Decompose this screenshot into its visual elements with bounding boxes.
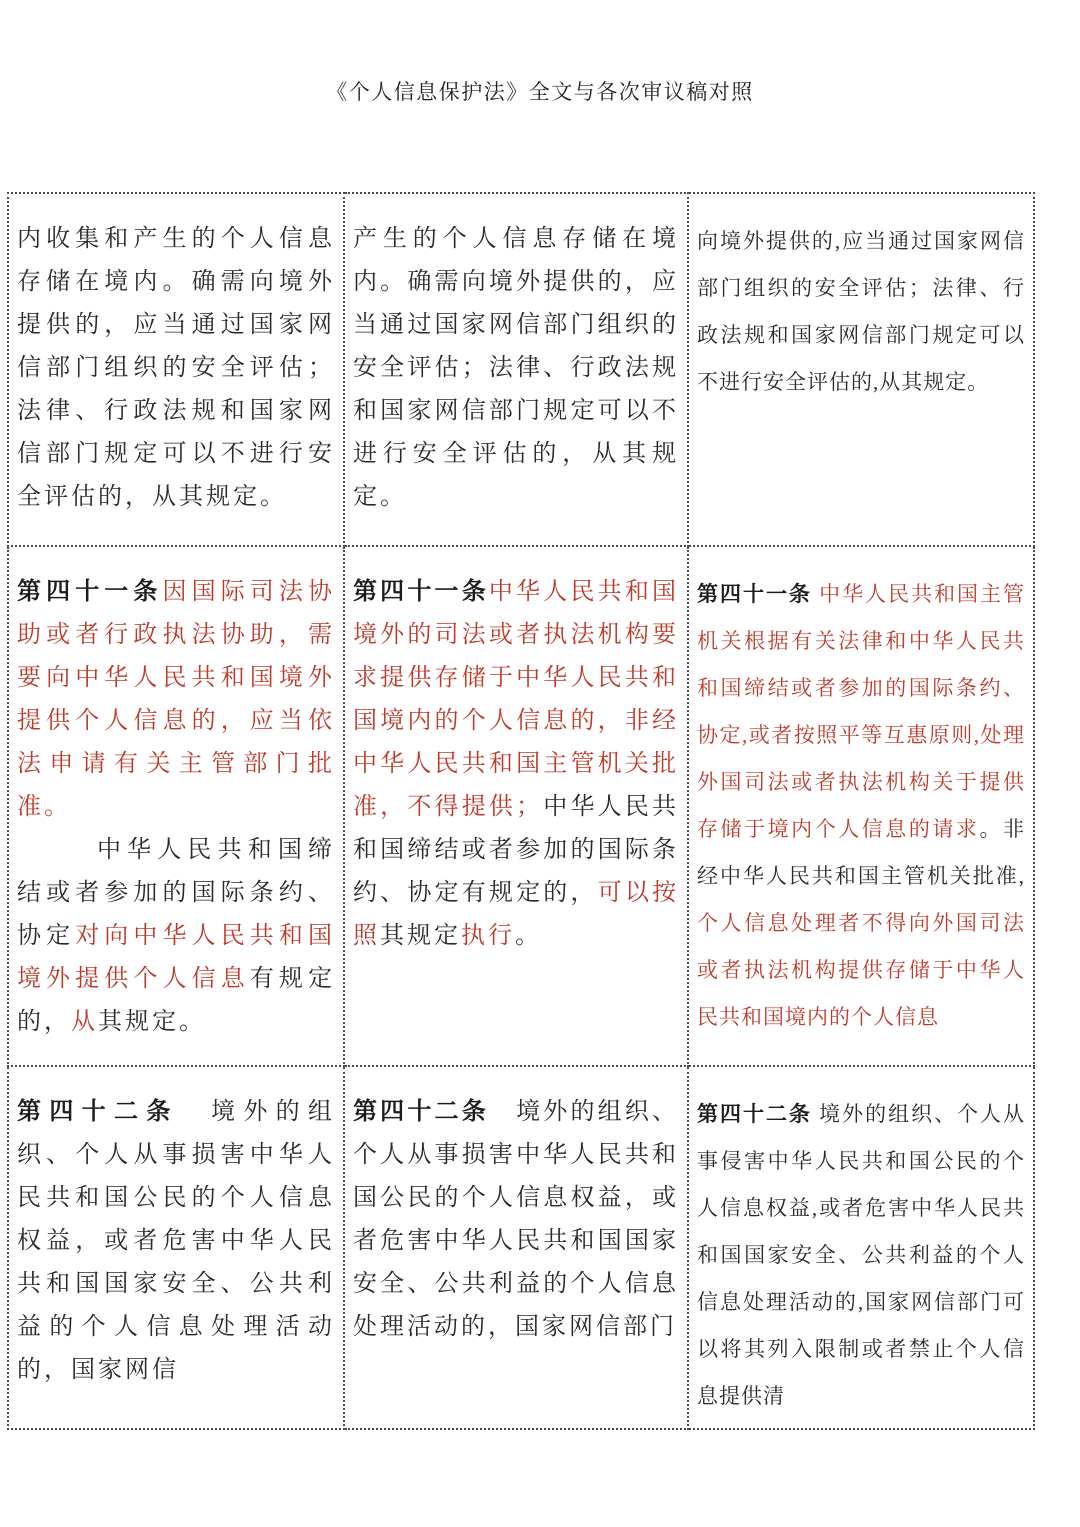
text-segment: 境外的组织、个人从事损害中华人民共和国公民的个人信息权益，或者危害中华人民共和国国家安全、公共利益的个人信息处理活动的，国家网信部门 — [353, 1099, 680, 1340]
table-cell — [8, 193, 344, 546]
paragraph — [353, 571, 679, 958]
paragraph — [17, 571, 335, 829]
text-segment: 向境外提供的,应当通过国家网信部门组织的安全评估；法律、行政法规和国家网信部门规定可以不进行安全评估的,从其规定。 — [697, 229, 1025, 394]
paragraph — [17, 1091, 335, 1392]
text-segment: 产生的个人信息存储在境内。确需向境外提供的，应当通过国家网信部门组织的安全评估；法律、行政法规和国家网信部门规定可以不进行安全评估的，从其规定。 — [353, 226, 679, 510]
text-segment: 其规定 — [380, 923, 461, 949]
text-segment: 中华人民共和国主管机关根据有关法律和中华人民共和国缔结或者参加的国际条约、协定,或者按照平等互惠原则,处理外国司法或者执法机构关于提供存储于境内个人信息的请求 — [697, 582, 1026, 841]
paragraph — [353, 218, 679, 519]
article-number: 第四十一条 — [353, 579, 489, 605]
table-cell — [8, 1066, 344, 1429]
table-cell — [688, 193, 1034, 546]
paragraph — [353, 1091, 679, 1349]
text-segment: 。非经中华人民共和国主管机关批准, — [697, 817, 1026, 888]
comparison-table — [7, 192, 1035, 1430]
text-segment: 其规定。 — [98, 1009, 206, 1035]
table-cell — [688, 1066, 1034, 1429]
text-segment: 中华人民共和国境外的司法或者执法机构要求提供存储于中华人民共和国境内的个人信息的，非经中华人民共和国主管机关批准，不得提供； — [353, 579, 680, 820]
table-cell — [344, 193, 688, 546]
article-number: 第四十二条 — [353, 1099, 489, 1125]
paragraph — [697, 1091, 1025, 1420]
text-segment: 有规定的， — [17, 966, 336, 1035]
paragraph — [17, 218, 335, 519]
text-segment: 境外的组织、个人从事侵害中华人民共和国公民的个人信息权益,或者危害中华人民共和国国家安全、公共利益的个人信息处理活动的,国家网信部门可以将其列入限制或者禁止个人信息提供清 — [697, 1102, 1026, 1408]
text-segment: 中华人民共和国缔结或者参加的国际条约、协定有规定的， — [353, 794, 680, 906]
article-number: 第四十一条 — [697, 582, 820, 606]
table-row — [8, 193, 1034, 546]
text-segment: 个人信息处理者不得向外国司法或者执法机构提供存储于中华人民共和国境内的个人信息 — [697, 911, 1025, 1029]
text-segment: 从 — [71, 1009, 98, 1035]
text-segment: 内收集和产生的个人信息存储在境内。确需向境外提供的，应当通过国家网信部门组织的安全评估；法律、行政法规和国家网信部门规定可以不进行安全评估的，从其规定。 — [17, 226, 335, 510]
text-segment: 。 — [515, 923, 542, 949]
article-number: 第四十二条 — [697, 1102, 812, 1126]
text-segment: 对向中华人民共和国境外提供个人信息 — [17, 923, 336, 992]
text-segment: 可以按照 — [353, 880, 680, 949]
text-segment: 境外的组织、个人从事损害中华人民共和国公民的个人信息权益，或者危害中华人民共和国国家安全、公共利益的个人信息处理活动的，国家网信 — [17, 1099, 336, 1383]
paragraph — [697, 218, 1025, 406]
article-number: 第四十一条 — [17, 579, 163, 605]
table-cell — [688, 546, 1034, 1066]
paragraph — [697, 571, 1025, 1041]
table-row — [8, 1066, 1034, 1429]
article-number: 第四十二条 — [17, 1099, 179, 1125]
table-row — [8, 546, 1034, 1066]
table-cell — [344, 546, 688, 1066]
text-segment: 执行 — [461, 923, 515, 949]
comparison-table-body — [8, 193, 1034, 1429]
text-segment: 中华人民共和国缔结或者参加的国际条约、协定 — [17, 837, 335, 949]
table-cell — [8, 546, 344, 1066]
page-title: 《个人信息保护法》全文与各次审议稿对照 — [326, 80, 754, 104]
paragraph — [17, 829, 335, 1044]
table-cell — [344, 1066, 688, 1429]
text-segment: 因国际司法协助或者行政执法协助，需要向中华人民共和国境外提供个人信息的，应当依法申请有关主管部门批准。 — [17, 579, 335, 820]
